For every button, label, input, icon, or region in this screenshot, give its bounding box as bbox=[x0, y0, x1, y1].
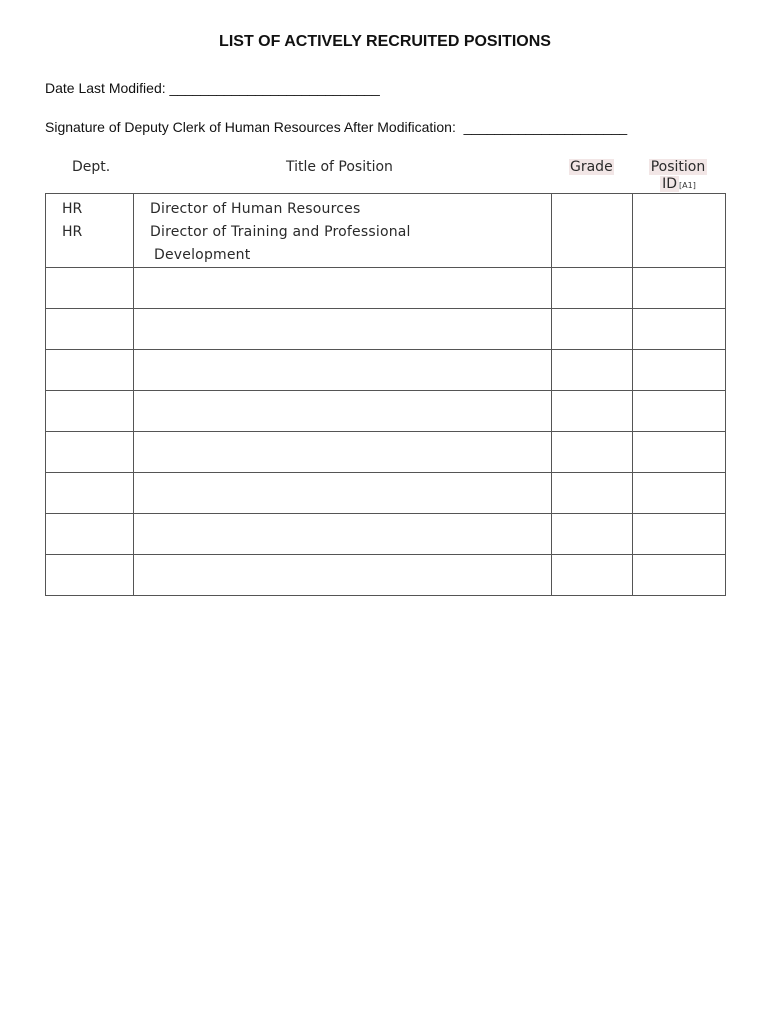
position-id-cell bbox=[633, 309, 726, 350]
dept-cell bbox=[46, 309, 134, 350]
column-header-title: Title of Position bbox=[286, 159, 393, 175]
position-title: Director of Training and Professional bbox=[150, 224, 411, 240]
table-row bbox=[46, 350, 726, 391]
title-cell bbox=[134, 194, 552, 268]
grade-cell bbox=[552, 473, 633, 514]
position-id-cell bbox=[633, 268, 726, 309]
dept-cell bbox=[46, 432, 134, 473]
title-cell bbox=[134, 268, 552, 309]
table-row bbox=[46, 391, 726, 432]
position-id-cell bbox=[633, 350, 726, 391]
position-title: Director of Human Resources bbox=[150, 201, 361, 217]
grade-cell bbox=[552, 194, 633, 268]
dept-value: HR bbox=[62, 224, 83, 240]
column-header-position-id bbox=[646, 159, 710, 194]
column-header-dept: Dept. bbox=[72, 159, 111, 175]
table-row bbox=[46, 432, 726, 473]
comment-reference: [A1] bbox=[679, 181, 696, 190]
dept-cell bbox=[46, 391, 134, 432]
column-header-grade: Grade bbox=[570, 159, 613, 175]
date-last-modified-field: Date Last Modified: ___________________________ bbox=[45, 80, 380, 96]
table-row bbox=[46, 473, 726, 514]
position-title-continued: Development bbox=[154, 247, 251, 263]
positions-table bbox=[45, 193, 726, 596]
table-row bbox=[46, 268, 726, 309]
grade-cell bbox=[552, 514, 633, 555]
title-cell bbox=[134, 473, 552, 514]
title-cell bbox=[134, 432, 552, 473]
dept-cell bbox=[46, 268, 134, 309]
position-id-line2: ID bbox=[662, 176, 678, 192]
dept-cell bbox=[46, 350, 134, 391]
position-id-cell bbox=[633, 391, 726, 432]
position-id-cell bbox=[633, 194, 726, 268]
grade-cell bbox=[552, 432, 633, 473]
table-row bbox=[46, 309, 726, 350]
table-row bbox=[46, 555, 726, 596]
title-cell bbox=[134, 555, 552, 596]
dept-cell bbox=[46, 473, 134, 514]
position-id-cell bbox=[633, 514, 726, 555]
signature-field: Signature of Deputy Clerk of Human Resources After Modification: _____________________ bbox=[45, 119, 628, 135]
title-cell bbox=[134, 350, 552, 391]
table-row bbox=[46, 514, 726, 555]
position-id-cell bbox=[633, 473, 726, 514]
title-cell bbox=[134, 514, 552, 555]
page-title: LIST OF ACTIVELY RECRUITED POSITIONS bbox=[219, 33, 551, 50]
position-id-line1: Position bbox=[650, 159, 706, 175]
position-id-cell bbox=[633, 555, 726, 596]
dept-cell bbox=[46, 514, 134, 555]
dept-cell bbox=[46, 555, 134, 596]
table-row bbox=[46, 194, 726, 268]
grade-cell bbox=[552, 391, 633, 432]
title-cell bbox=[134, 309, 552, 350]
dept-cell bbox=[46, 194, 134, 268]
grade-cell bbox=[552, 350, 633, 391]
grade-cell bbox=[552, 309, 633, 350]
title-cell bbox=[134, 391, 552, 432]
grade-cell bbox=[552, 268, 633, 309]
grade-cell bbox=[552, 555, 633, 596]
position-id-cell bbox=[633, 432, 726, 473]
dept-value: HR bbox=[62, 201, 83, 217]
